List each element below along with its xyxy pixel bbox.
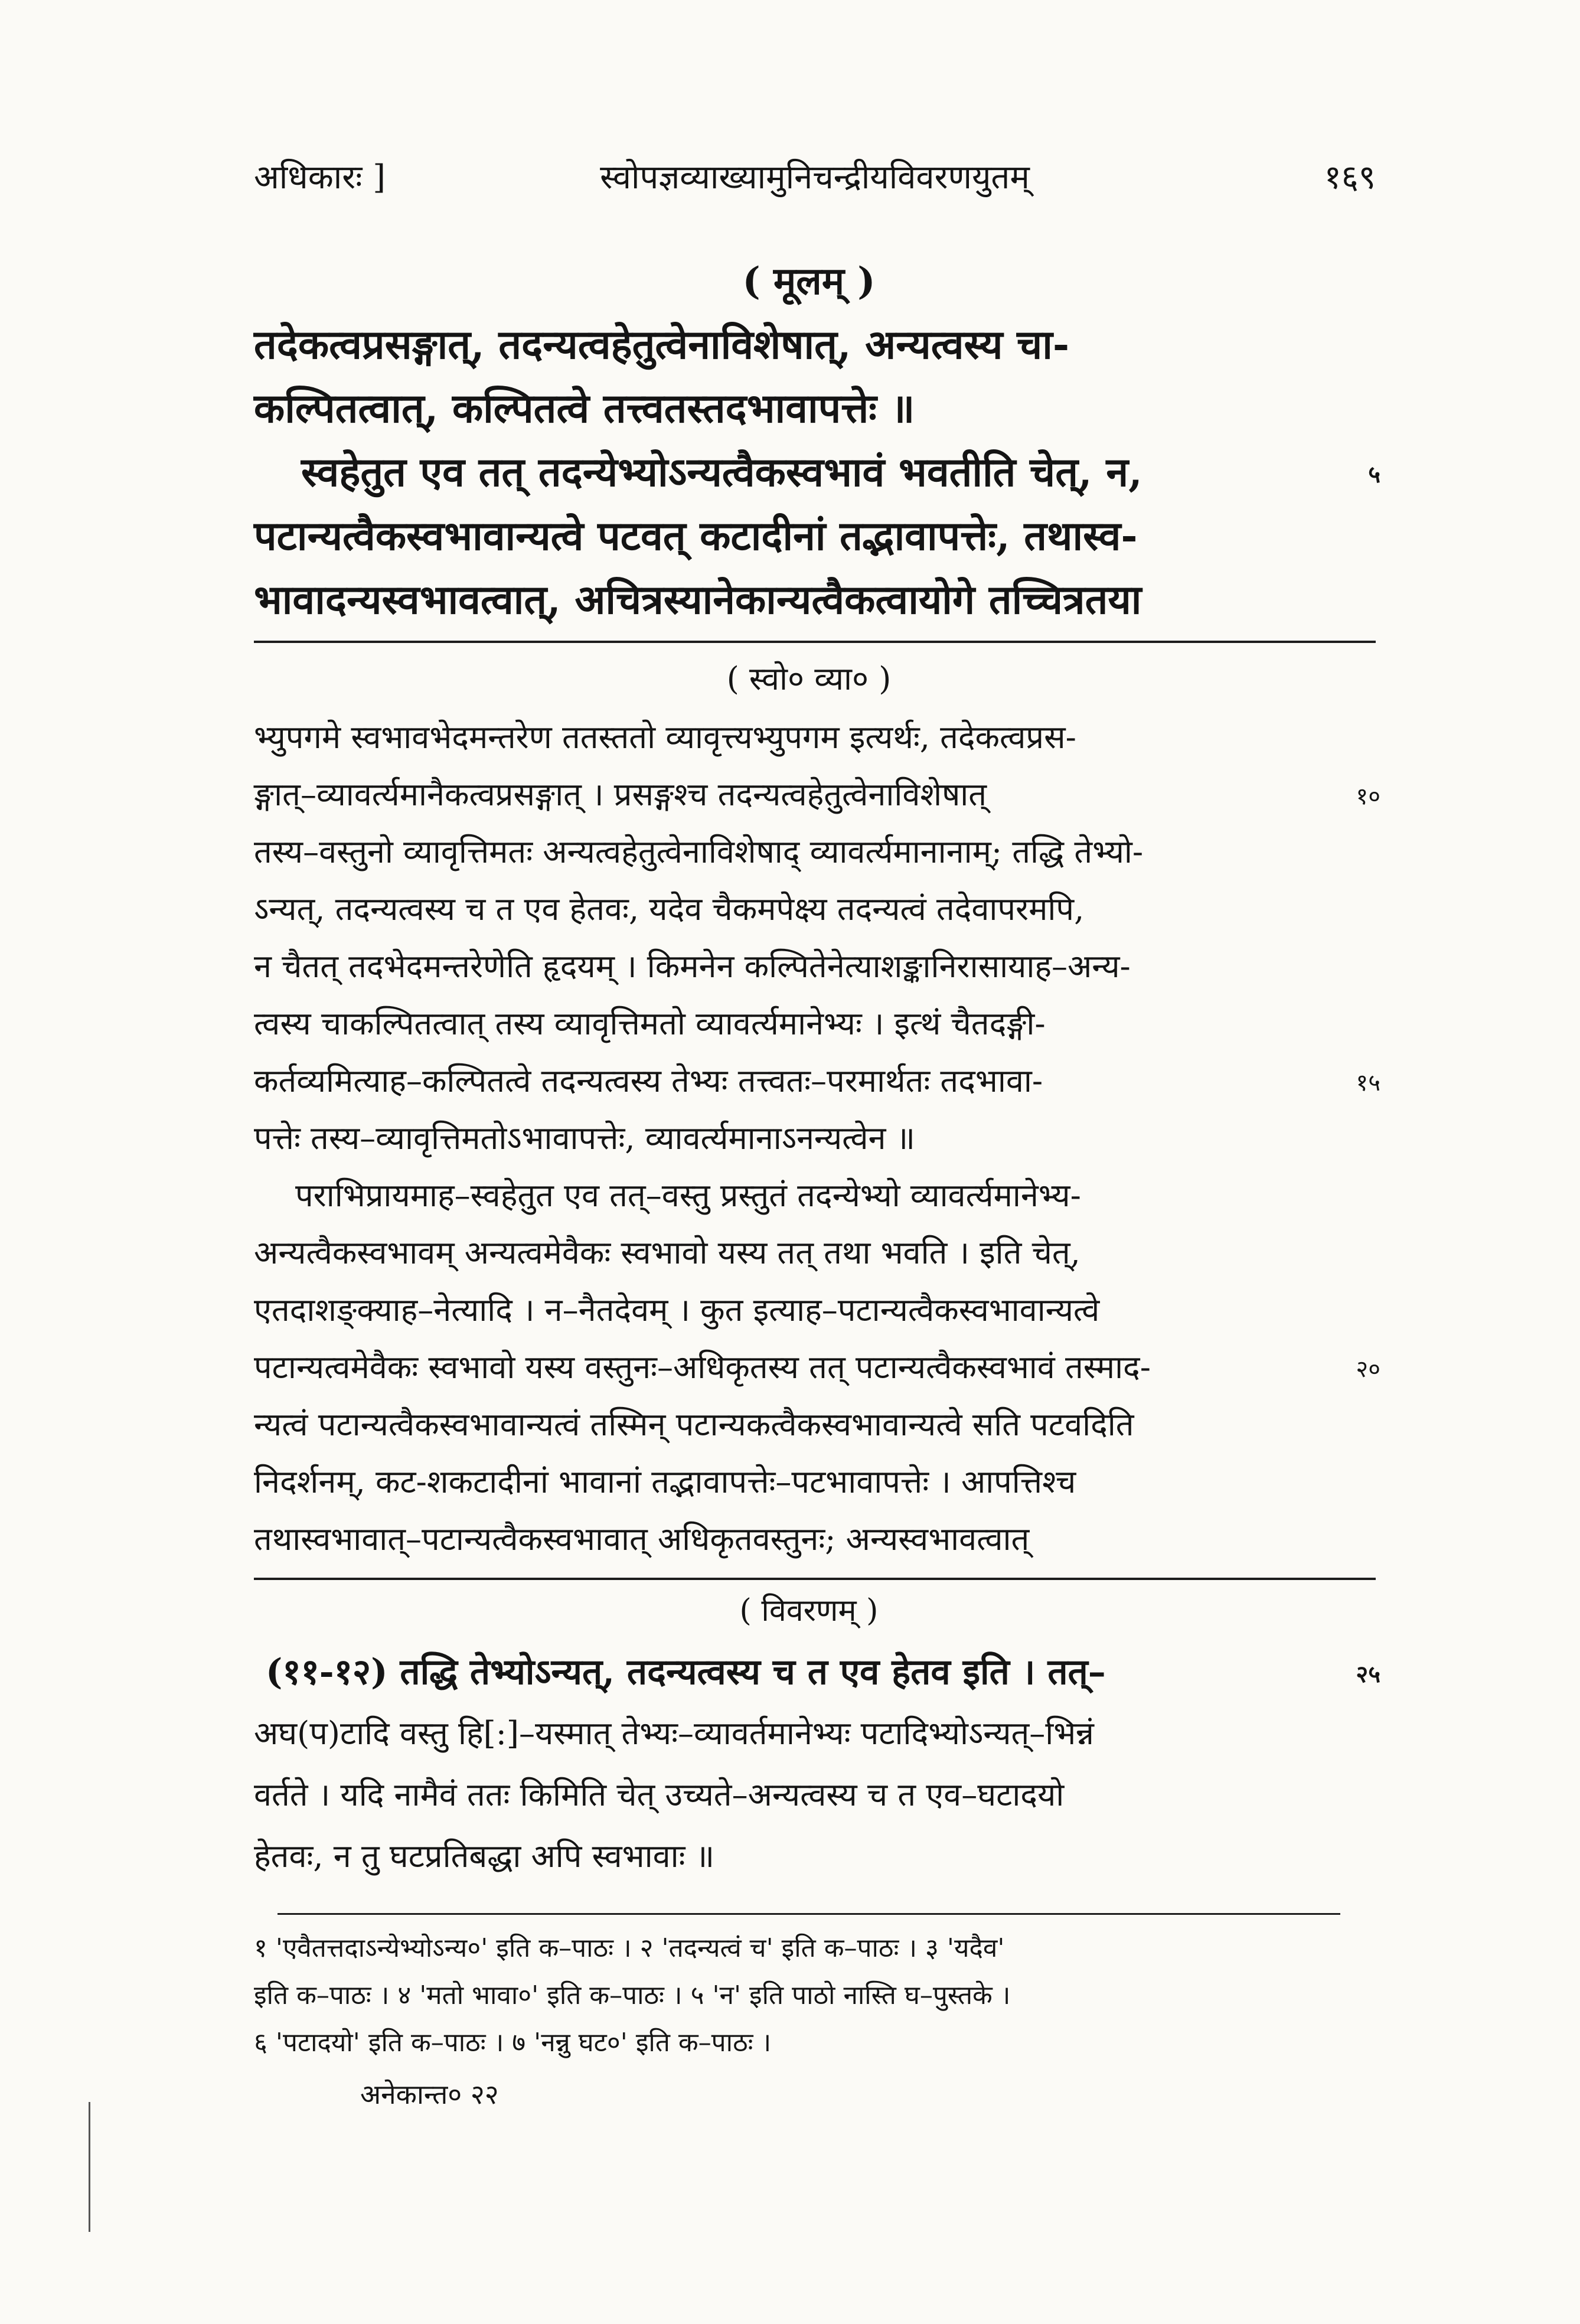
text-line	[254, 504, 1364, 568]
text-line	[254, 995, 1364, 1052]
text-line	[254, 313, 1364, 377]
line-text: तस्य–वस्तुनो व्यावृत्तिमतः अन्यत्वहेतुत्वेनाविशेषाद् व्यावर्त्यमानानाम्; तद्धि तेभ्यो-	[254, 833, 1144, 870]
line-text: पराभिप्रायमाह–स्वहेतुत एव तत्–वस्तु प्रस्तुतं तदन्येभ्यो व्यावर्त्यमानेभ्य-	[295, 1177, 1081, 1214]
text-line	[254, 938, 1364, 995]
text-line	[254, 440, 1380, 504]
footnote-divider	[278, 1913, 1340, 1915]
line-text: पत्तेः तस्य–व्यावृत्तिमतोऽभावापत्तेः, व्यावर्त्यमानाऽनन्यत्वेन ॥	[254, 1119, 915, 1157]
section-divider	[254, 641, 1376, 643]
page	[236, 142, 1382, 2244]
page-number: १६९	[1324, 158, 1376, 197]
text-line	[254, 1339, 1380, 1396]
line-text: पटान्यत्वैकस्वभावान्यत्वे पटवत् कटादीनां तद्भावापत्तेः, तथास्व-	[254, 513, 1138, 560]
text-line	[254, 377, 1364, 440]
text-line	[254, 1764, 1364, 1826]
mula-heading: ( मूलम् )	[742, 259, 876, 303]
line-text: न चैतत् तदभेदमन्तरेणेति हृदयम् । किमनेन कल्पितेनेत्याशङ्कानिरासायाह–अन्य-	[254, 948, 1131, 985]
line-text: ऽन्यत्, तदन्यत्वस्य च त एव हेतवः, यदेव चैकमपेक्ष्य तदन्यत्वं तदेवापरमपि,	[254, 890, 1085, 928]
vyakhya-lines	[254, 709, 1380, 1568]
signature-mark: अनेकान्त० २२	[360, 2078, 499, 2110]
text-line	[254, 1703, 1364, 1764]
line-text: न्यत्वं पटान्यत्वैकस्वभावान्यत्वं तस्मिन् पटान्यकत्वैकस्वभावान्यत्वे सति पटवदिति	[254, 1406, 1134, 1443]
line-text: भावादन्यस्वभावत्वात्, अचित्रस्यानेकान्यत्वैकत्वायोगे तच्चित्रतया	[254, 576, 1142, 624]
mula-section	[254, 313, 1380, 632]
line-number: ५	[1368, 461, 1380, 488]
line-text: स्वहेतुत एव तत् तदन्येभ्योऽन्यत्वैकस्वभावं भवतीति चेत्, न,	[301, 449, 1142, 496]
line-text: एतदाशङ्क्याह–नेत्यादि । न–नैतदेवम् । कुत इत्याह–पटान्यत्वैकस्वभावान्यत्वे	[254, 1291, 1100, 1329]
vivarana-lines	[254, 1641, 1380, 1887]
line-text: कर्तव्यमित्याह–कल्पितत्वे तदन्यत्वस्य तेभ्यः तत्त्वतः–परमार्थतः तदभावा-	[254, 1062, 1043, 1099]
line-text: त्वस्य चाकल्पितत्वात् तस्य व्यावृत्तिमतो व्यावर्त्यमानेभ्यः । इत्थं चैतदङ्गी-	[254, 1005, 1046, 1042]
text-line	[254, 1052, 1380, 1109]
line-text: (११-१२) तद्धि तेभ्योऽन्यत्, तदन्यत्वस्य च त एव हेतव इति । तत्–	[266, 1651, 1106, 1693]
margin-line	[89, 2102, 90, 2232]
line-text: निदर्शनम्, कट-शकटादीनां भावानां तद्भावापत्तेः–पटभावापत्तेः । आपत्तिश्च	[254, 1463, 1076, 1500]
line-text: अघ(प)टादि वस्तु हि[:]–यस्मात् तेभ्यः–व्यावर्तमानेभ्यः पटादिभ्योऽन्यत्–भिन्नं	[254, 1715, 1094, 1752]
text-line	[254, 1109, 1364, 1167]
line-text: अन्यत्वैकस्वभावम् अन्यत्वमेवैकः स्वभावो यस्य तत् तथा भवति । इति चेत्,	[254, 1234, 1080, 1271]
line-text: तदेकत्वप्रसङ्गात्, तदन्यत्वहेतुत्वेनाविशेषात्, अन्यत्वस्य चा-	[254, 321, 1070, 368]
text-line	[254, 1167, 1364, 1224]
vyakhya-heading: ( स्वो० व्या० )	[726, 660, 892, 697]
line-number: २०	[1356, 1356, 1380, 1383]
text-line	[254, 1396, 1364, 1453]
footnotes	[254, 1925, 1364, 2067]
line-text: ङ्गात्–व्यावर्त्यमानैकत्वप्रसङ्गात् । प्रसङ्गश्च तदन्यत्वहेतुत्वेनाविशेषात्	[254, 776, 987, 813]
header-chapter: अधिकारः ]	[254, 158, 386, 197]
line-number: २५	[1356, 1660, 1380, 1688]
text-line	[254, 823, 1364, 880]
text-line	[254, 1510, 1364, 1568]
text-line	[254, 1281, 1364, 1339]
line-number: १५	[1356, 1069, 1380, 1096]
running-header	[254, 154, 1376, 207]
text-line	[254, 709, 1364, 766]
text-line	[254, 880, 1364, 938]
line-text: वर्तते । यदि नामैवं ततः किमिति चेत् उच्यते–अन्यत्वस्य च त एव–घटादयो	[254, 1776, 1065, 1813]
text-line	[254, 568, 1364, 632]
line-text: कल्पितत्वात्, कल्पितत्वे तत्त्वतस्तदभावापत्तेः ॥	[254, 385, 915, 432]
header-title: स्वोपज्ञव्याख्यामुनिचन्द्रीयविवरणयुतम्	[600, 158, 1030, 197]
footnote-lines	[254, 1925, 1364, 2067]
vyakhya-section	[254, 709, 1380, 1568]
text-line	[254, 766, 1380, 823]
text-line	[254, 1453, 1364, 1510]
line-text: भ्युपगमे स्वभावभेदमन्तरेण ततस्ततो व्यावृत्त्यभ्युपगम इत्यर्थः, तदेकत्वप्रस-	[254, 719, 1076, 756]
line-text: पटान्यत्वमेवैकः स्वभावो यस्य वस्तुनः–अधिकृतस्य तत् पटान्यत्वैकस्वभावं तस्माद-	[254, 1349, 1151, 1386]
footnote-line: १ 'एवैतत्तदाऽन्येभ्योऽन्य०' इति क–पाठः । २ 'तदन्यत्वं च' इति क–पाठः । ३ 'यदैव'	[254, 1933, 1005, 1963]
footnote-line: ६ 'पटादयो' इति क–पाठः । ७ 'नन्नु घट०' इति क–पाठः ।	[254, 2028, 772, 2058]
text-line	[254, 1826, 1364, 1887]
footnote-line: इति क–पाठः । ४ 'मतो भावा०' इति क–पाठः । ५ 'न' इति पाठो नास्ति घ–पुस्तके ।	[254, 1980, 1011, 2010]
vivarana-heading: ( विवरणम् )	[739, 1593, 879, 1628]
text-line	[254, 1224, 1364, 1281]
vivarana-section	[254, 1641, 1380, 1887]
text-line	[254, 1641, 1380, 1703]
line-text: हेतवः, न तु घटप्रतिबद्धा अपि स्वभावाः ॥	[254, 1837, 715, 1875]
mula-lines	[254, 313, 1380, 632]
section-divider	[254, 1578, 1376, 1580]
line-number: १०	[1356, 783, 1380, 810]
line-text: तथास्वभावात्–पटान्यत्वैकस्वभावात् अधिकृतवस्तुनः; अन्यस्वभावत्वात्	[254, 1520, 1030, 1558]
